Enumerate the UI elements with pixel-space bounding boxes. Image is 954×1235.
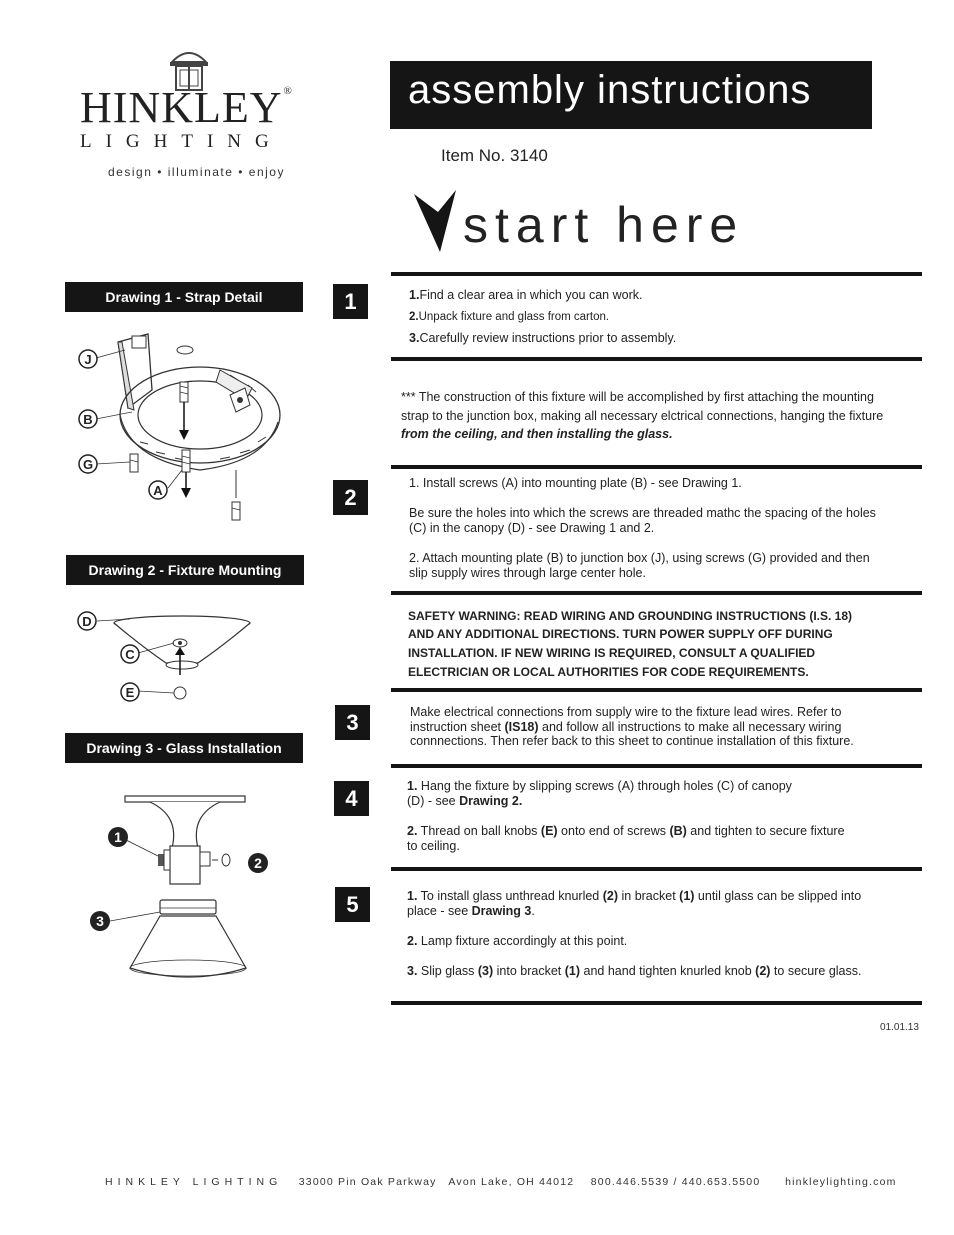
divider [391,1001,922,1005]
step-2-line-5: slip supply wires through large center hole. [409,566,646,580]
callout-b: B [83,412,93,427]
footer-website: hinkleylighting.com [785,1176,897,1188]
drawing-1-header: Drawing 1 - Strap Detail [65,282,303,312]
step-4-line-3: 2. Thread on ball knobs (E) onto end of screws (B) and tighten to secure fixture [407,824,845,838]
drawing-2-header: Drawing 2 - Fixture Mounting [66,555,304,585]
step-3-line-2: instruction sheet (IS18) and follow all instructions to make all necessary wiring [410,720,842,734]
footer-phone: 800.446.5539 / 440.653.5500 [590,1176,761,1188]
callout-a: A [153,483,163,498]
callout-j: J [84,352,92,367]
step-number-2: 2 [333,480,368,515]
step-2-line-2: Be sure the holes into which the screws are threaded mathc the spacing of the holes [409,506,876,520]
safety-warning-line-3: INSTALLATION. IF NEW WIRING IS REQUIRED, CONSULT A QUALIFIED [408,646,816,660]
step-number-3: 3 [335,705,370,740]
safety-warning-line-2: AND ANY ADDITIONAL DIRECTIONS. TURN POWER SUPPLY OFF DURING [408,627,833,641]
divider [391,591,922,595]
step-number-5: 5 [335,887,370,922]
step-2-line-1: 1. Install screws (A) into mounting plate (B) - see Drawing 1. [409,476,742,490]
step-2-line-3: (C) in the canopy (D) - see Drawing 1 and 2. [409,521,655,535]
step-1-line-2: 2.Unpack fixture and glass from carton. [409,311,610,323]
step-number-1: 1 [333,284,368,319]
step-1-line-3: 3.Carefully review instructions prior to assembly. [409,331,677,345]
step-1-line-1: 1.Find a clear area in which you can work. [409,288,643,302]
divider [391,867,922,871]
revision-date: 01.01.13 [880,1022,919,1033]
callout-c: C [125,647,135,662]
drawing-3-header: Drawing 3 - Glass Installation [65,733,303,763]
construction-note-line-2: strap to the junction box, making all necessary elctrical connections, hanging the fixture [401,409,884,423]
step-5-line-1: 1. To install glass unthread knurled (2) in bracket (1) until glass can be slipped into [407,889,862,903]
step-4-line-2: (D) - see Drawing 2. [407,794,523,808]
step-5-line-2: place - see Drawing 3. [407,904,535,918]
step-5-line-4: 3. Slip glass (3) into bracket (1) and hand tighten knurled knob (2) to secure glass. [407,964,862,978]
callout-3: 3 [96,913,104,929]
drawing-3-glass-installation [80,790,280,990]
divider [391,764,922,768]
safety-warning-line-1: SAFETY WARNING: READ WIRING AND GROUNDING INSTRUCTIONS (I.S. 18) [408,609,853,623]
step-3-line-1: Make electrical connections from supply wire to the fixture lead wires. Refer to [410,705,842,719]
construction-note-line-3: from the ceiling, and then installing the glass. [401,427,673,441]
footer [105,1176,897,1188]
callout-d: D [82,614,92,629]
callout-1: 1 [114,829,122,845]
step-2-line-4: 2. Attach mounting plate (B) to junction box (J), using screws (G) provided and then [409,551,870,565]
safety-warning-line-4: ELECTRICIAN OR LOCAL AUTHORITIES FOR CODE REQUIREMENTS. [408,665,809,679]
item-number: Item No. 3140 [441,146,548,165]
page-title: assembly instructions [408,68,812,112]
step-5-line-3: 2. Lamp fixture accordingly at this point. [407,934,628,948]
logo-tagline: design • illuminate • enjoy [108,165,285,179]
logo-wordmark: HINKLEY® [80,83,293,132]
footer-brand: HINKLEY LIGHTING [105,1176,283,1188]
divider [391,465,922,469]
drawing-1-strap-detail [70,330,310,530]
construction-note-line-1: *** The construction of this fixture will be accomplished by first attaching the mounting [401,390,874,404]
step-4-line-1: 1. Hang the fixture by slipping screws (A) through holes (C) of canopy [407,779,792,793]
arrow-down-icon [412,190,460,252]
callout-e: E [125,685,135,700]
step-3-line-3: connnections. Then refer back to this sheet to continue installation of this fixture. [410,734,854,748]
logo-subtitle: LIGHTING [80,131,283,152]
step-number-4: 4 [334,781,369,816]
divider [391,357,922,361]
callout-2: 2 [254,855,262,871]
footer-address: 33000 Pin Oak Parkway Avon Lake, OH 44012 [298,1176,575,1188]
start-here-heading: start here [463,197,745,253]
drawing-2-fixture-mounting [70,605,270,715]
divider [391,688,922,692]
callout-g: G [82,457,94,472]
divider [391,272,922,276]
step-4-line-4: to ceiling. [407,839,460,853]
